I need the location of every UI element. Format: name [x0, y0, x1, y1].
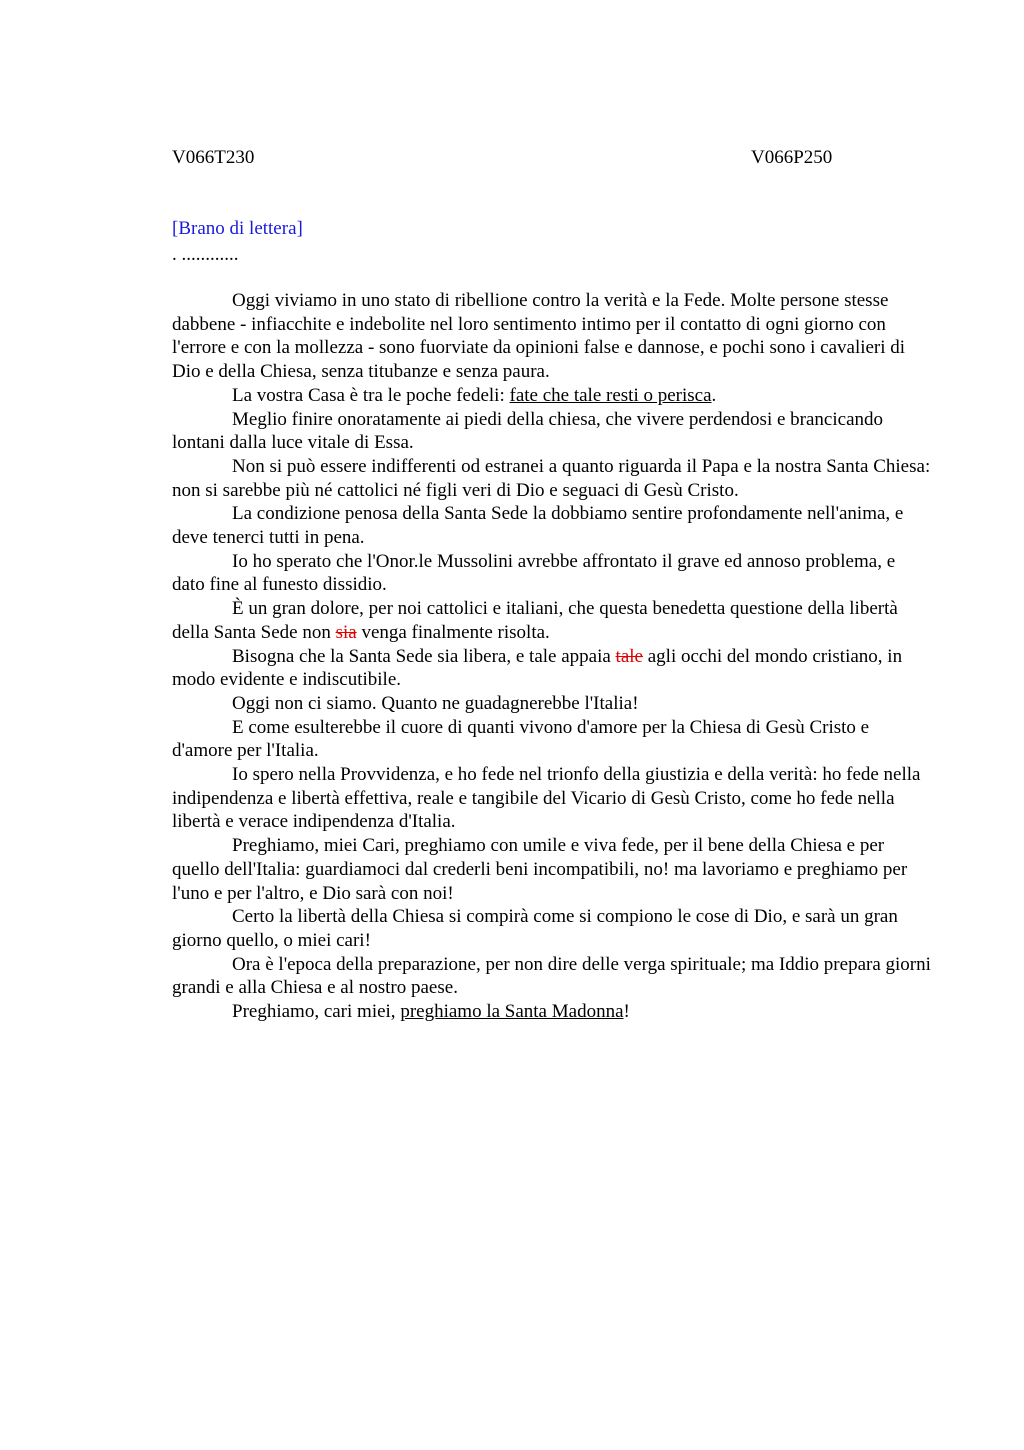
omission-marker: . ............ [172, 244, 239, 265]
paragraph-8-end: agli occhi del mondo cristiano, in modo evidente e indiscutibile. [172, 645, 903, 691]
paragraph-12: Preghiamo, miei Cari, preghiamo con umile e viva fede, per il bene della Chiesa e per quello dell'Italia: guardiamoci dal crederli beni incompatibili, no! ma lavoriamo e preghiamo per l'uno e per l'altro, e Dio sarà con noi! [172, 835, 908, 904]
deleted-word: tale [615, 645, 643, 667]
paragraph-13: Certo la libertà della Chiesa si compirà come si compiono le cose di Dio, e sarà un gran giorno quello, o miei cari! [172, 906, 898, 951]
paragraph-8-text: Bisogna che la Santa Sede sia libera, e tale appaia [232, 645, 616, 667]
document-code-right: V066P250 [751, 147, 833, 168]
paragraph-6: Io ho sperato che l'Onor.le Mussolini avrebbe affrontato il grave ed annoso problema, e dato fine al funesto dissidio. [172, 550, 896, 596]
paragraph-15-text: Preghiamo, cari miei, [232, 1001, 401, 1023]
paragraph-10: E come esulterebbe il cuore di quanti vivono d'amore per la Chiesa di Gesù Cristo e d'amore per l'Italia. [172, 716, 870, 762]
paragraph-14: Ora è l'epoca della preparazione, per non dire delle verga spirituale; ma Iddio prepara giorni grandi e alla Chiesa e al nostro paese. [172, 953, 931, 999]
paragraph-9: Oggi non ci siamo. Quanto ne guadagnerebbe l'Italia! [232, 692, 639, 714]
paragraph-7 [172, 597, 932, 644]
letter-body [172, 289, 932, 1024]
paragraph-15-end: ! [623, 1001, 630, 1023]
paragraph-5: La condizione penosa della Santa Sede la dobbiamo sentire profondamente nell'anima, e deve tenerci tutti in pena. [172, 503, 904, 549]
paragraph-15 [172, 1000, 932, 1024]
deleted-word: sia [335, 621, 357, 643]
document-title: [Brano di lettera] [172, 218, 303, 239]
paragraph-7-text: È un gran dolore, per noi cattolici e italiani, che questa benedetta questione della libertà della Santa Sede non [172, 598, 898, 643]
paragraph-7-end: venga finalmente risolta. [356, 621, 550, 643]
paragraph-2-end: . [711, 384, 717, 406]
paragraph-2-text: La vostra Casa è tra le poche fedeli: [232, 384, 510, 406]
paragraph-3: Meglio finire onoratamente ai piedi della chiesa, che vivere perdendosi e brancicando lontani dalla luce vitale di Essa. [172, 408, 884, 454]
paragraph-4: Non si può essere indifferenti od estranei a quanto riguarda il Papa e la nostra Santa Chiesa: non si sarebbe più né cattolici né figli veri di Dio e seguaci di Gesù Cristo. [172, 455, 931, 501]
paragraph-1: Oggi viviamo in uno stato di ribellione contro la verità e la Fede. Molte persone stesse dabbene - infiacchite e indebolite nel loro sentimento intimo per il contatto di ogni giorno con l'errore e con la mollezza - sono fuorviate da opinioni false e dannose, e pochi sono i cavalieri di Dio e della Chiesa, senza titubanze e senza paura. [172, 290, 906, 383]
paragraph-8 [172, 645, 932, 692]
underlined-phrase: preghiamo la Santa Madonna [400, 1001, 624, 1023]
paragraph-11: Io spero nella Provvidenza, e ho fede nel trionfo della giustizia e della verità: ho fede nella indipendenza e libertà effettiva, reale e tangibile del Vicario di Gesù Cristo, come ho fede nella libertà e verace indipendenza d'Italia. [172, 764, 921, 833]
document-code-left: V066T230 [172, 147, 255, 168]
paragraph-2 [172, 384, 932, 408]
underlined-phrase: fate che tale resti o perisca [509, 384, 712, 406]
